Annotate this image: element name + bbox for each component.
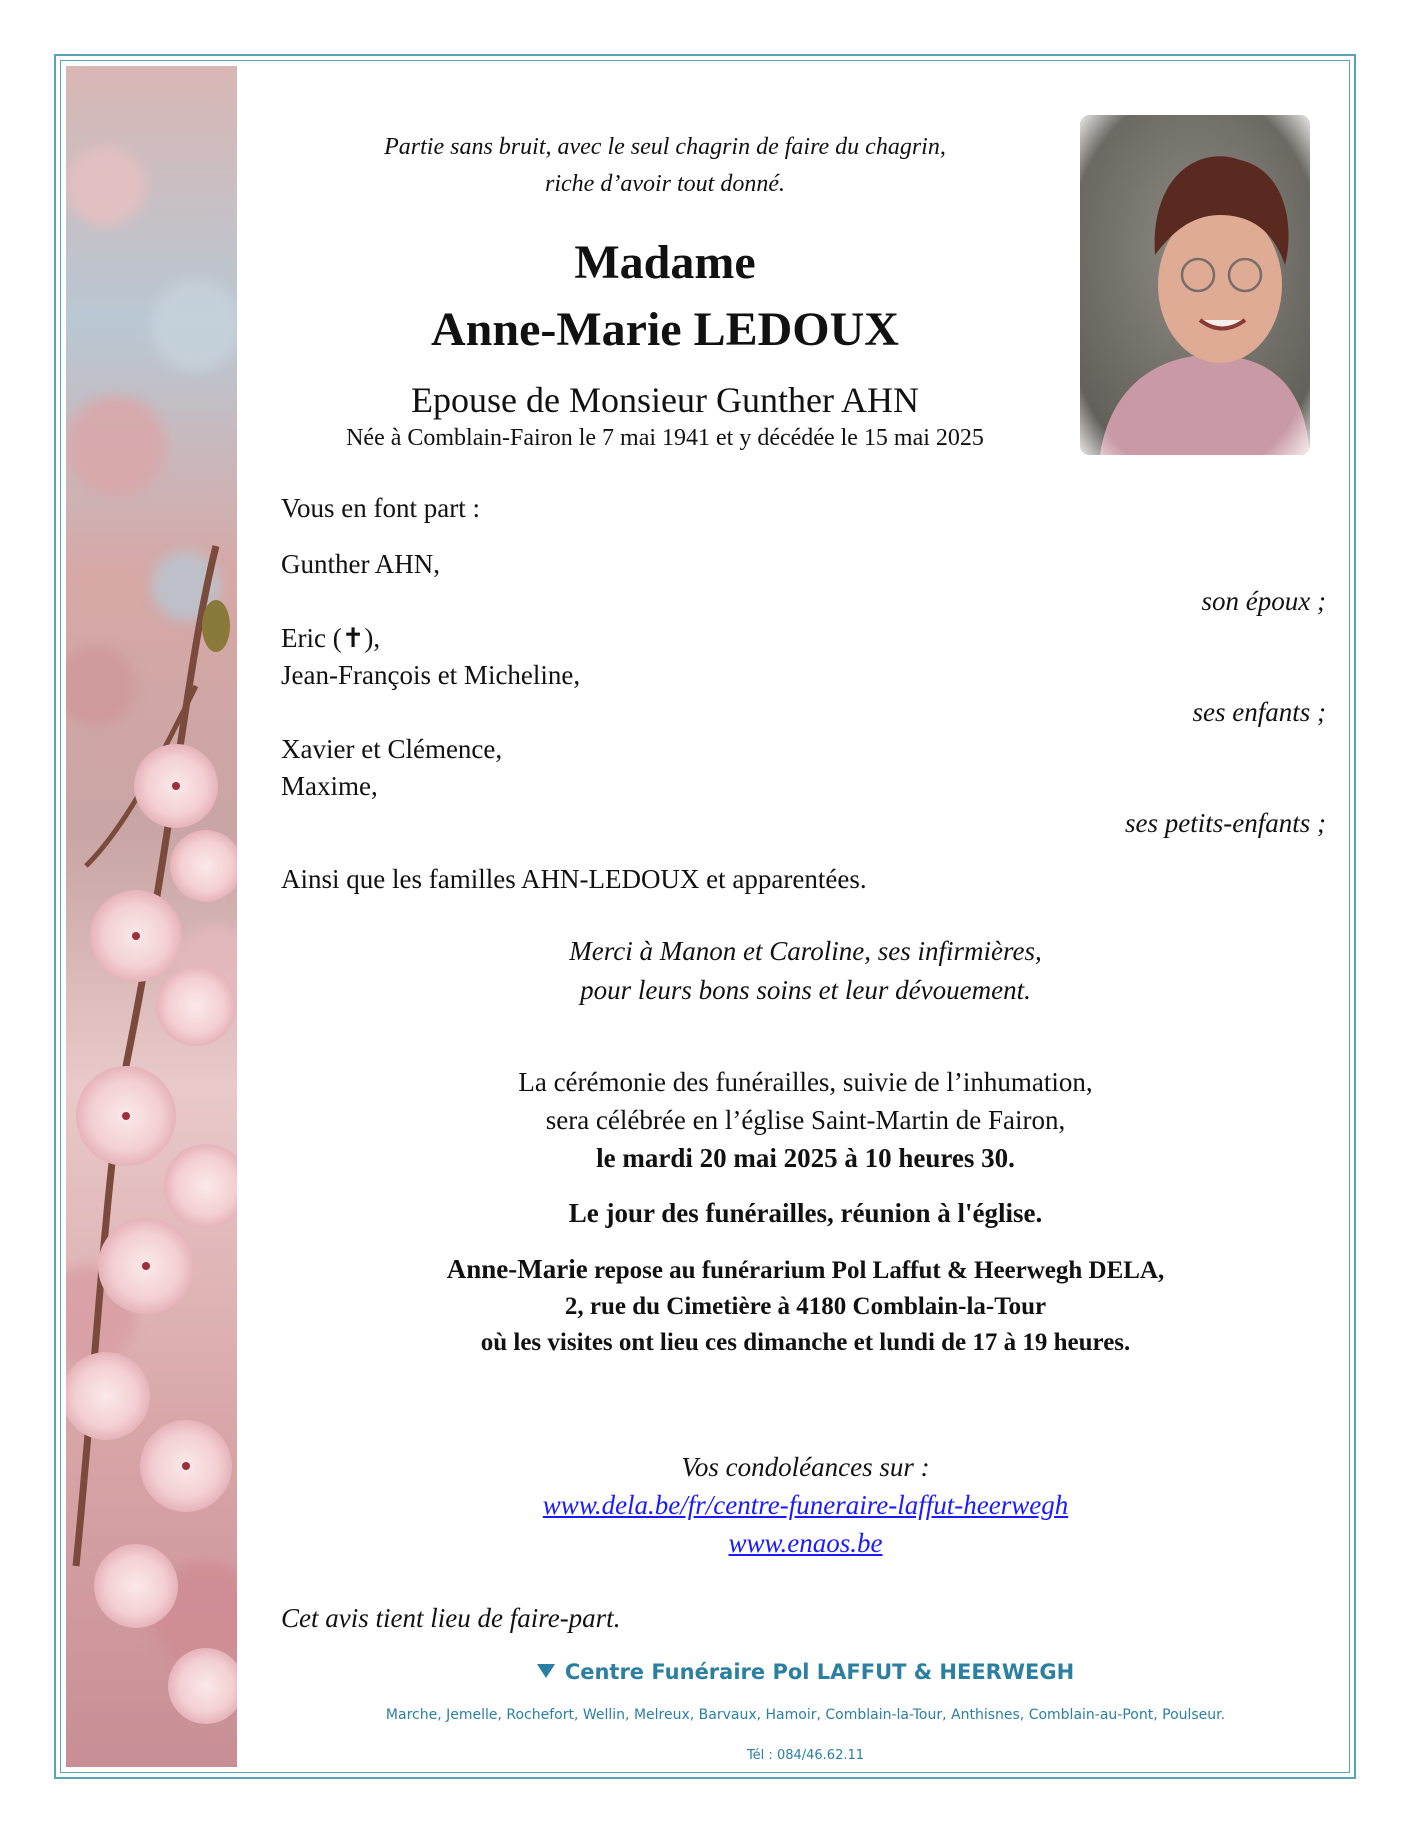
children-role: ses enfants ;	[1192, 697, 1326, 727]
thanks-line-1: Merci à Manon et Caroline, ses infirmières,	[569, 936, 1042, 966]
ceremony-line-1: La cérémonie des funérailles, suivie de l’inhumation,	[518, 1067, 1093, 1097]
spouse-name: Gunther AHN,	[281, 549, 440, 579]
notice-line: Cet avis tient lieu de faire-part.	[281, 1603, 621, 1633]
funeral-home-name	[281, 1660, 1330, 1684]
deceased-name: Anne-Marie LEDOUX	[431, 303, 899, 356]
thanks-line-2: pour leurs bons soins et leur dévouement.	[580, 975, 1031, 1005]
visitation-address: 2, rue du Cimetière à 4180 Comblain-la-Tour	[564, 1293, 1047, 1320]
quote-line-2: riche d’avoir tout donné.	[545, 171, 785, 197]
quote-line-1: Partie sans bruit, avec le seul chagrin de faire du chagrin,	[384, 134, 946, 160]
reunion-line: Le jour des funérailles, réunion à l'église.	[568, 1198, 1043, 1228]
funeral-home-towns: Marche, Jemelle, Rochefort, Wellin, Melreux, Barvaux, Hamoir, Comblain-la-Tour, Anthisnes, Comblain-au-Pont, Poulseur.	[385, 1707, 1226, 1723]
ceremony-date: le mardi 20 mai 2025 à 10 heures 30.	[596, 1143, 1015, 1173]
dela-link[interactable]: www.dela.be/fr/centre-funeraire-laffut-heerwegh	[542, 1490, 1069, 1520]
families-line: Ainsi que les familles AHN-LEDOUX et apparentées.	[281, 864, 867, 894]
grandchild-2: Maxime,	[281, 771, 378, 801]
grandchild-1: Xavier et Clémence,	[281, 734, 503, 764]
deceased-title: Madame	[574, 236, 756, 289]
child-1: Eric (✝),	[281, 623, 381, 653]
condolences-link-2-wrap	[281, 1524, 1330, 1562]
visitation-hours: où les visites ont lieu ces dimanche et lundi de 17 à 19 heures.	[480, 1329, 1131, 1356]
cherry-blossom-image	[66, 66, 237, 1767]
birth-death-line: Née à Comblain-Fairon le 7 mai 1941 et y décédée le 15 mai 2025	[346, 425, 984, 451]
visitation-name: Anne-Marie	[446, 1254, 588, 1284]
funeral-home-label: Centre Funéraire Pol LAFFUT & HEERWEGH	[564, 1660, 1075, 1684]
enaos-link[interactable]: www.enaos.be	[728, 1528, 883, 1558]
spouse-role: son époux ;	[1201, 586, 1326, 616]
condolences-label: Vos condoléances sur :	[681, 1452, 930, 1482]
condolences-link-1-wrap	[281, 1486, 1330, 1524]
triangle-down-icon	[537, 1664, 555, 1678]
funeral-home-phone: Tél : 084/46.62.11	[746, 1748, 865, 1763]
visitation-place: repose au funérarium Pol Laffut & Heerwegh DELA,	[587, 1257, 1165, 1284]
spouse-line: Epouse de Monsieur Gunther AHN	[411, 380, 919, 420]
ceremony-line-2: sera célébrée en l’église Saint-Martin de Fairon,	[545, 1105, 1066, 1135]
child-2: Jean-François et Micheline,	[281, 660, 581, 690]
portrait-photo	[1080, 115, 1310, 455]
visitation-line-1	[281, 1250, 1330, 1290]
announcement-intro: Vous en font part :	[281, 493, 480, 523]
grandchildren-role: ses petits-enfants ;	[1125, 808, 1326, 838]
